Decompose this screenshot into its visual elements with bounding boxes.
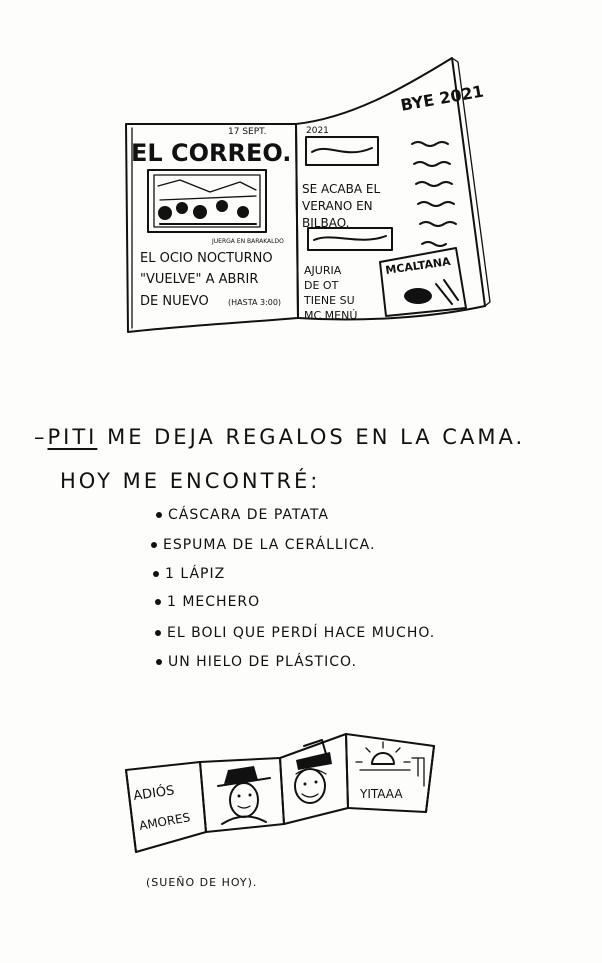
svg-text:ADIÓS: ADIÓS [132,783,176,804]
journal-line-1-rest: ME DEJA REGALOS EN LA CAMA. [107,425,526,449]
bullet-icon [151,542,157,548]
strip-panel-3 [280,734,348,824]
strip-panel-2 [200,758,284,832]
newspaper-ad-box [380,248,466,316]
list-item: EL BOLI QUE PERDÍ HACE MUCHO. [155,625,435,641]
small-headline-line-1: AJURIA [304,264,342,277]
left-headline-line-2: "VUELVE" A ABRIR [140,272,259,287]
dream-caption: (SUEÑO DE HOY). [146,876,258,889]
left-headline-line-3: DE NUEVO [140,294,209,309]
strip-panel-4 [346,734,434,812]
right-headline-line-1: SE ACABA EL [302,182,381,196]
left-headline-note: (HASTA 3:00) [228,298,282,307]
bullet-icon [156,512,162,518]
bullet-icon [155,630,161,636]
right-headline-line-2: VERANO EN [302,199,373,213]
small-headline-line-4: MC MENÚ [304,309,358,322]
journal-line-2: HOY ME ENCONTRÉ: [60,469,321,493]
newspaper-right-top-image [306,137,378,165]
newspaper-date: 17 sept. [228,127,267,137]
svg-text:YITAAA: YITAAA [360,787,403,801]
list-item: UN HIELO DE PLÁSTICO. [156,654,357,670]
small-headline-line-3: TIENE SU [304,294,355,307]
journal-line-1: –PITI ME DEJA REGALOS EN LA CAMA. [34,425,526,449]
svg-text:MCALTANA: MCALTANA [384,254,452,277]
newspaper-text-lines [412,142,456,246]
list-item: CÁSCARA DE PATATA [156,507,329,523]
newspaper-illustration [0,0,602,380]
list-item: 1 LÁPIZ [153,566,225,582]
photo-caption: JUERGA EN BARAKALDO [212,238,284,245]
name-piti: PITI [47,425,98,449]
list-item: 1 MECHERO [155,594,260,610]
newspaper-masthead: EL CORREO. [131,139,292,167]
svg-text:BYE 2021: BYE 2021 [399,81,486,115]
svg-text:AMORES: AMORES [138,810,192,833]
newspaper-photo [148,170,266,232]
strip-panel-1 [126,762,206,852]
bye-2021-banner [399,82,485,115]
bullet-icon [153,571,159,577]
newspaper-right-mid-image [308,228,392,250]
bullet-icon [155,599,161,605]
left-headline-line-1: EL OCIO NOCTURNO [140,251,273,266]
right-headline-line-3: BILBAO. [302,216,350,230]
bullet-icon [156,659,162,665]
small-headline-line-2: DE OT [304,279,339,292]
list-item: ESPUMA DE LA CERÁLLICA. [151,537,375,553]
newspaper-year: 2021 [306,126,329,136]
